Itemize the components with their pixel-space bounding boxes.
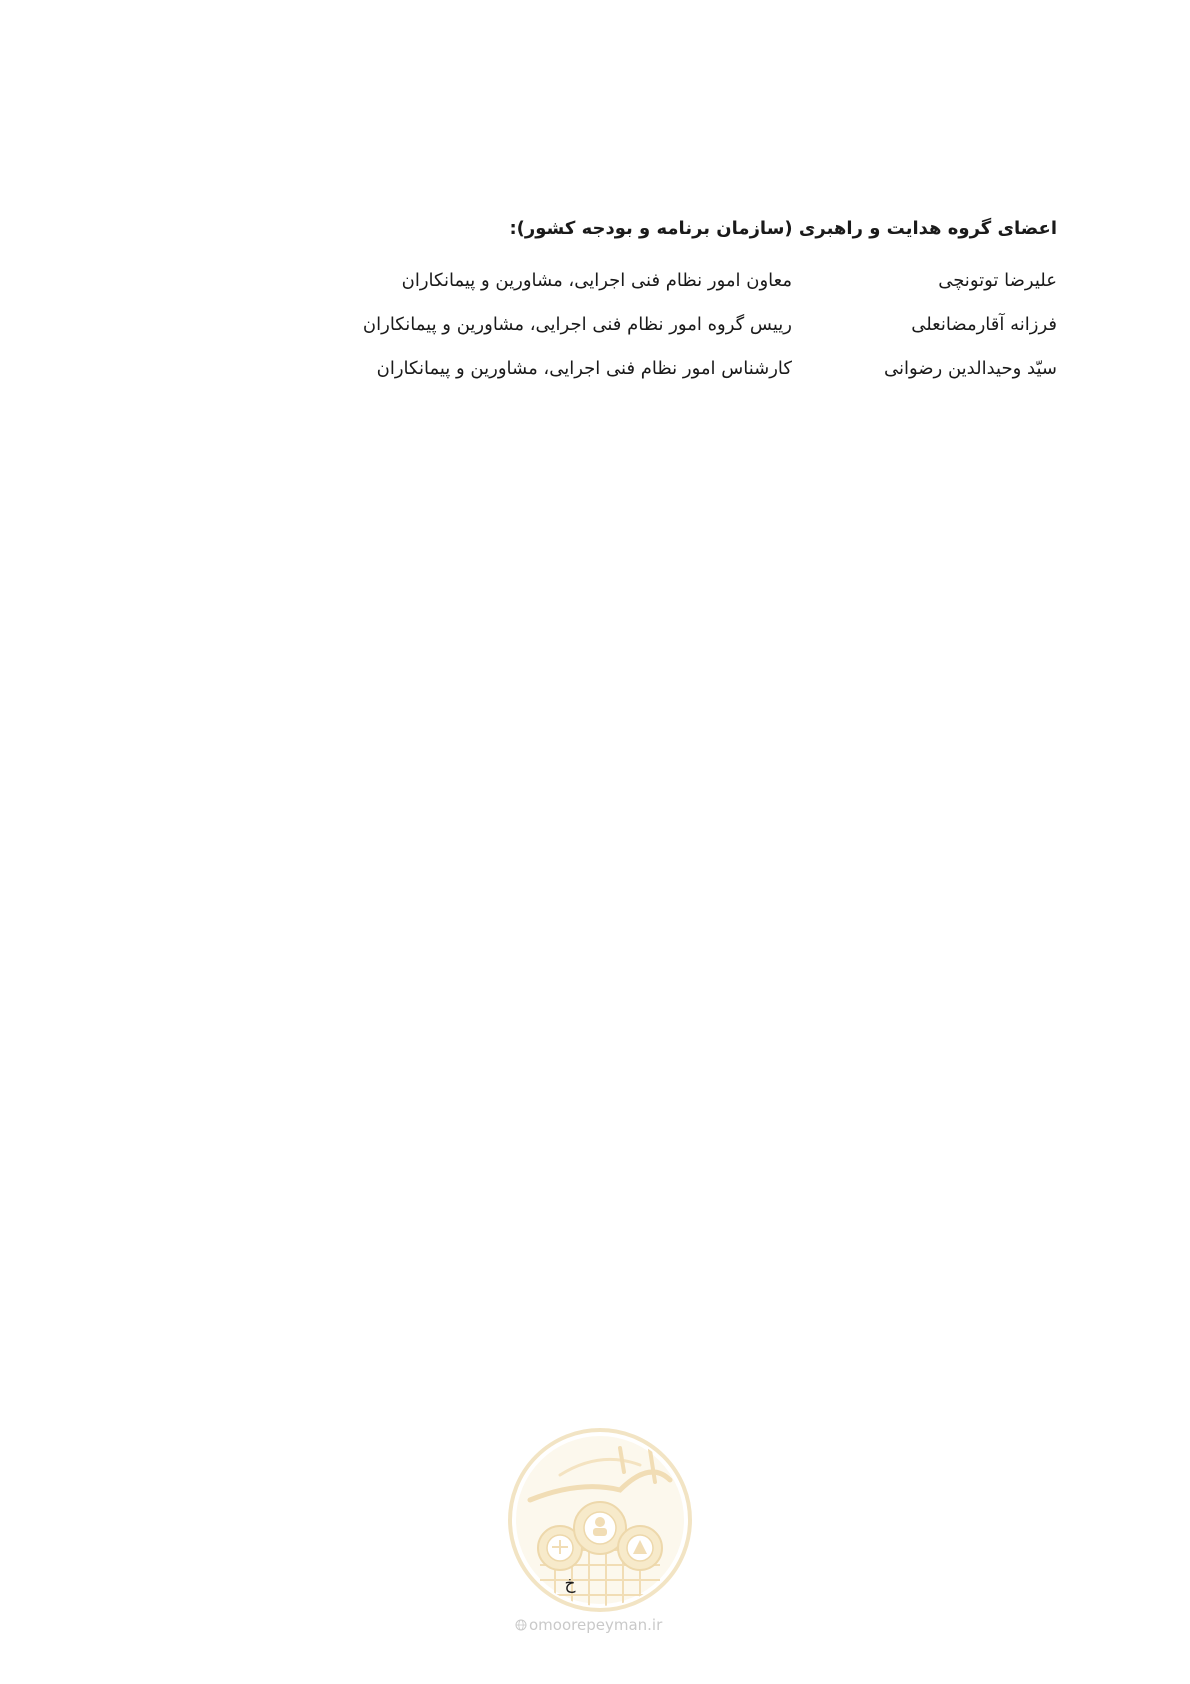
member-name: فرزانه آقارمضانعلی	[911, 314, 1057, 335]
site-url: omoorepeyman.ir	[529, 1616, 663, 1634]
member-role: رییس گروه امور نظام فنی اجرایی، مشاورین و پیمانکاران	[362, 314, 792, 335]
section-heading: اعضای گروه هدایت و راهبری (سازمان برنامه و بودجه کشور):	[509, 218, 1057, 239]
member-row	[357, 314, 1057, 358]
member-role: معاون امور نظام فنی اجرایی، مشاورین و پیمانکاران	[401, 270, 792, 291]
member-list	[357, 270, 1057, 402]
member-name: علیرضا توتونچی	[938, 270, 1057, 291]
watermark-logo	[500, 1420, 700, 1620]
member-name: سیّد وحیدالدین رضوانی	[883, 358, 1057, 379]
page-number: خ	[564, 1574, 576, 1594]
logo-emblem-icon	[500, 1420, 700, 1620]
member-row	[357, 270, 1057, 314]
member-row	[357, 358, 1057, 402]
globe-icon	[515, 1619, 527, 1631]
watermark-site	[515, 1616, 662, 1634]
member-role: کارشناس امور نظام فنی اجرایی، مشاورین و پیمانکاران	[376, 358, 792, 379]
